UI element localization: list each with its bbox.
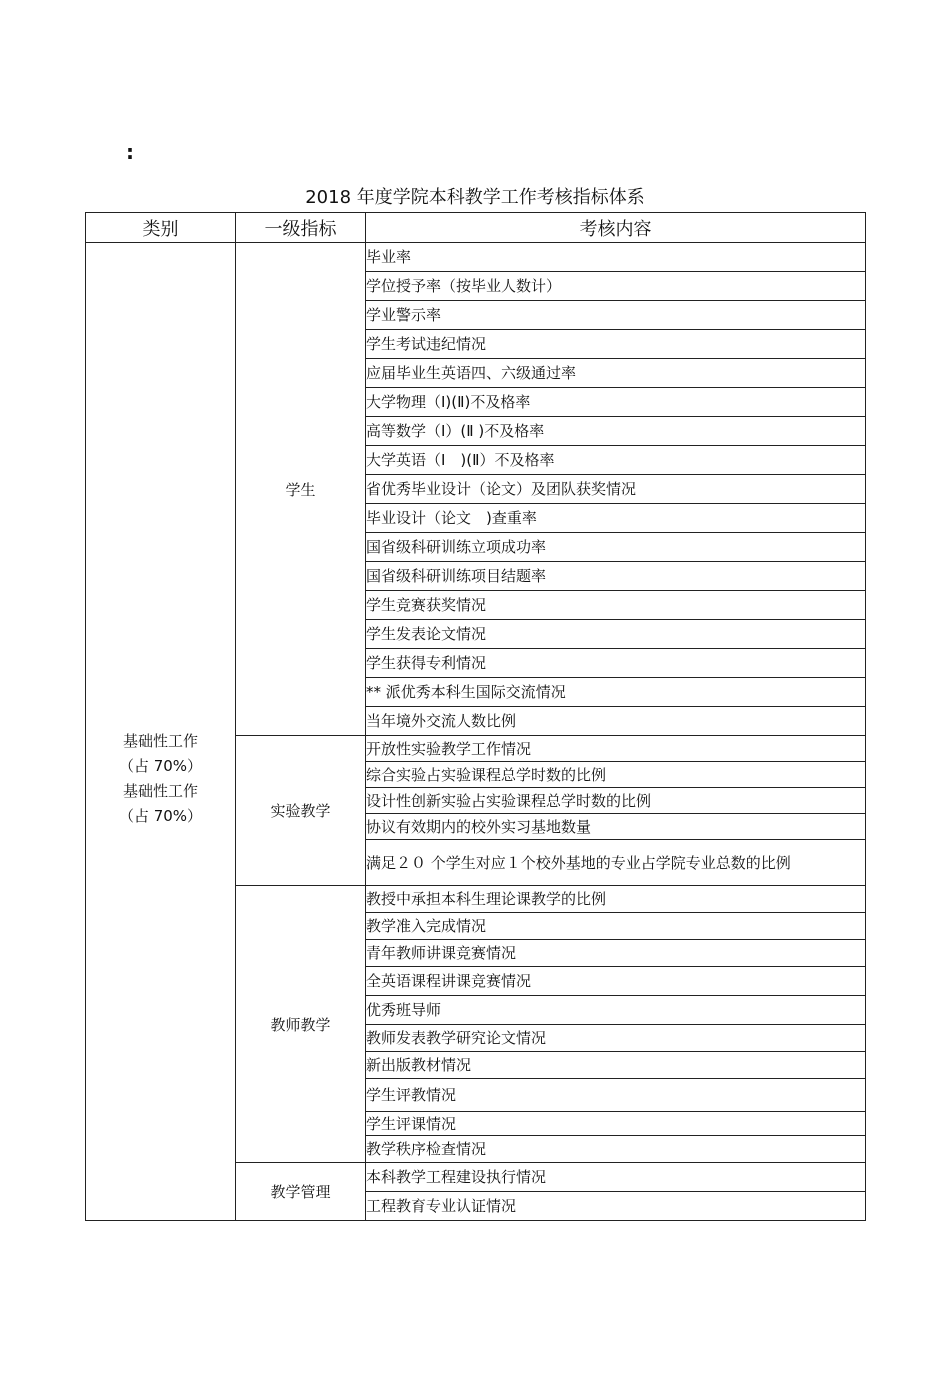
table-header-row xyxy=(86,213,866,243)
assessment-item: 学生获得专利情况 xyxy=(366,649,866,678)
category-label: 基础性工作 xyxy=(122,782,198,800)
assessment-item: 学生考试违纪情况 xyxy=(366,330,866,359)
assessment-item: 本科教学工程建设执行情况 xyxy=(366,1163,866,1192)
assessment-item: 学生发表论文情况 xyxy=(366,620,866,649)
level1-indicator-cell xyxy=(236,886,366,1163)
level1-indicator-cell xyxy=(236,736,366,886)
assessment-item: 新出版教材情况 xyxy=(366,1052,866,1079)
level1-indicator-label: 实验教学 xyxy=(270,802,331,820)
assessment-item: ** 派优秀本科生国际交流情况 xyxy=(366,678,866,707)
category-label: （占 70%） xyxy=(118,807,203,825)
assessment-item: 当年境外交流人数比例 xyxy=(366,707,866,736)
level1-indicator-label: 学生 xyxy=(285,480,316,499)
category-label: 基础性工作 xyxy=(122,732,198,750)
assessment-item: 学业警示率 xyxy=(366,301,866,330)
assessment-item: 国省级科研训练立项成功率 xyxy=(366,533,866,562)
assessment-item: 满足２０ 个学生对应１个校外基地的专业占学院专业总数的比例 xyxy=(366,840,866,886)
assessment-item: 应届毕业生英语四、六级通过率 xyxy=(366,359,866,388)
page-title: 2018 年度学院本科教学工作考核指标体系 xyxy=(305,187,645,208)
assessment-item: 教学准入完成情况 xyxy=(366,913,866,940)
level1-indicator-cell xyxy=(236,243,366,736)
assessment-item: 全英语课程讲课竞赛情况 xyxy=(366,967,866,996)
category-label: （占 70%） xyxy=(118,757,203,775)
column-header-category: 类别 xyxy=(86,213,236,243)
column-header-content: 考核内容 xyxy=(366,213,866,243)
column-header-level1: 一级指标 xyxy=(236,213,366,243)
assessment-item: 教学秩序检查情况 xyxy=(366,1136,866,1163)
assessment-item: 学生竞赛获奖情况 xyxy=(366,591,866,620)
assessment-item: 毕业率 xyxy=(366,243,866,272)
assessment-item: 青年教师讲课竞赛情况 xyxy=(366,940,866,967)
assessment-item: 综合实验占实验课程总学时数的比例 xyxy=(366,762,866,788)
assessment-table xyxy=(85,212,866,1221)
assessment-item: 优秀班导师 xyxy=(366,996,866,1025)
assessment-item: 省优秀毕业设计（论文）及团队获奖情况 xyxy=(366,475,866,504)
assessment-item: 学位授予率（按毕业人数计） xyxy=(366,272,866,301)
leading-colon: : xyxy=(126,140,134,164)
assessment-item: 学生评教情况 xyxy=(366,1079,866,1112)
level1-indicator-label: 教师教学 xyxy=(270,1015,331,1034)
level1-indicator-cell xyxy=(236,1163,366,1221)
assessment-item: 工程教育专业认证情况 xyxy=(366,1192,866,1221)
assessment-item: 教师发表教学研究论文情况 xyxy=(366,1025,866,1052)
assessment-item: 协议有效期内的校外实习基地数量 xyxy=(366,814,866,840)
assessment-item: 学生评课情况 xyxy=(366,1112,866,1136)
assessment-item: 国省级科研训练项目结题率 xyxy=(366,562,866,591)
table-body xyxy=(86,243,866,1221)
assessment-item: 大学英语（Ⅰ )(Ⅱ）不及格率 xyxy=(366,446,866,475)
assessment-item: 毕业设计（论文 )查重率 xyxy=(366,504,866,533)
table-row xyxy=(86,243,866,272)
assessment-item: 教授中承担本科生理论课教学的比例 xyxy=(366,886,866,913)
assessment-item: 高等数学（Ⅰ）(Ⅱ )不及格率 xyxy=(366,417,866,446)
level1-indicator-label: 教学管理 xyxy=(270,1183,331,1201)
assessment-item: 大学物理（Ⅰ)(Ⅱ)不及格率 xyxy=(366,388,866,417)
assessment-item: 设计性创新实验占实验课程总学时数的比例 xyxy=(366,788,866,814)
assessment-item: 开放性实验教学工作情况 xyxy=(366,736,866,762)
category-cell xyxy=(86,243,236,1221)
